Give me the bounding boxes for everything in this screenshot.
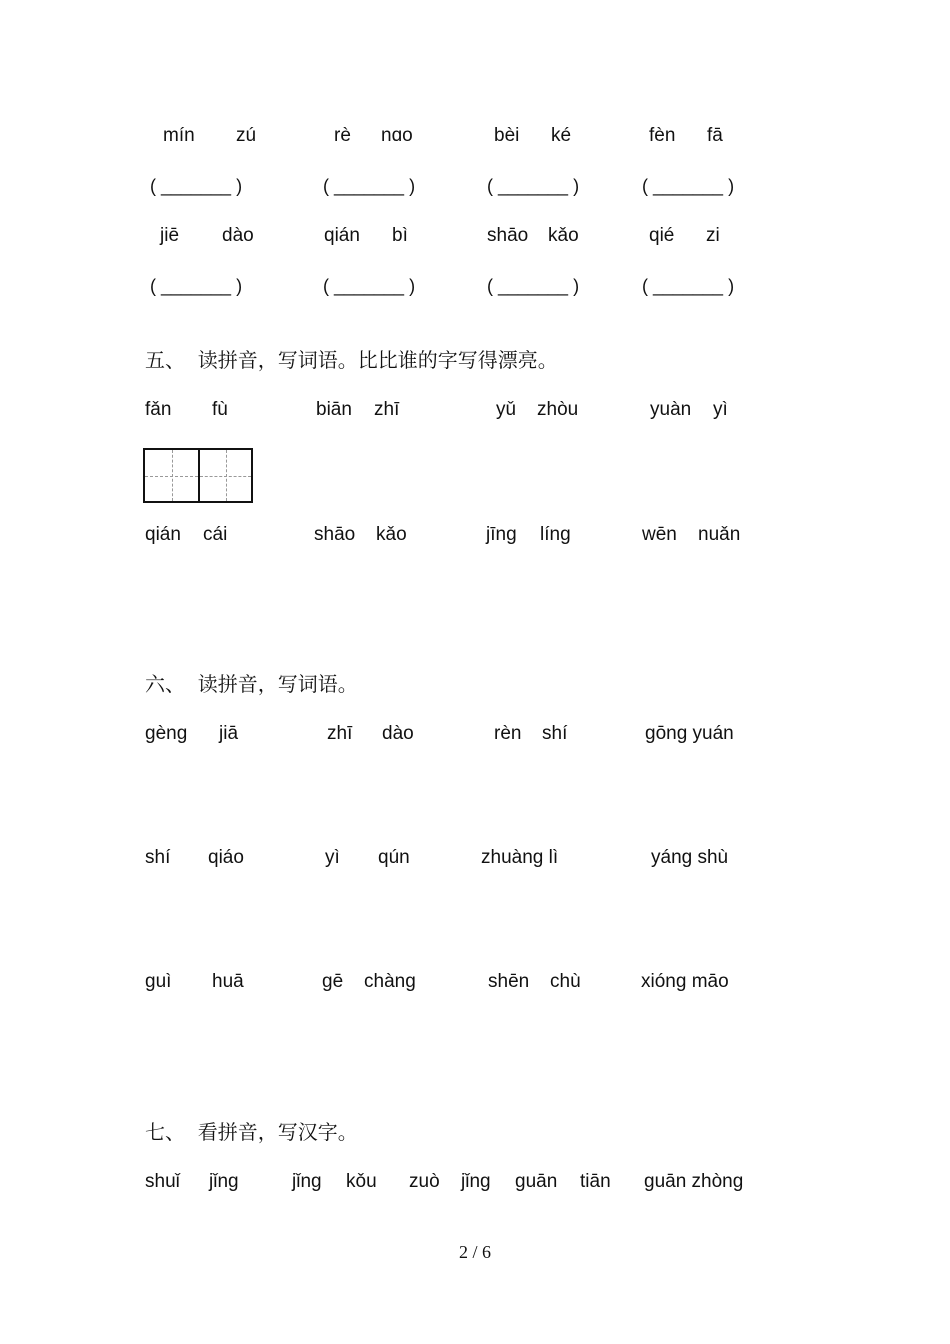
pinyin: chù — [550, 971, 581, 992]
pinyin: yáng shù — [651, 847, 729, 868]
answer-blank[interactable]: ( _______ ) — [150, 176, 243, 196]
writing-cell[interactable] — [198, 450, 251, 501]
pinyin: dào — [222, 225, 254, 246]
writing-cell[interactable] — [145, 450, 198, 501]
answer-blank[interactable]: ( _______ ) — [487, 176, 580, 196]
pinyin: jīng — [486, 524, 517, 545]
section-heading: 七、 看拼音，写汉字。 — [145, 1120, 358, 1144]
pinyin: guān — [515, 1171, 558, 1192]
answer-blank[interactable]: ( _______ ) — [323, 276, 416, 296]
pinyin: wēn — [642, 524, 677, 545]
pinyin: zhuàng lì — [481, 847, 559, 868]
pinyin: mín — [163, 125, 195, 146]
section-heading: 六、 读拼音，写词语。 — [145, 672, 358, 696]
pinyin: gōng yuán — [645, 723, 734, 744]
pinyin: kǎo — [376, 524, 407, 545]
pinyin: yì — [713, 399, 728, 420]
pinyin: shuǐ — [145, 1171, 180, 1192]
pinyin: gē — [322, 971, 344, 992]
pinyin: ké — [551, 125, 572, 146]
pinyin: tiān — [580, 1171, 611, 1192]
pinyin: qián — [145, 524, 181, 545]
pinyin: yì — [325, 847, 340, 868]
pinyin: shāo — [314, 524, 356, 545]
pinyin: jǐng — [461, 1171, 491, 1192]
pinyin: nuǎn — [698, 524, 741, 545]
pinyin: qián — [324, 225, 360, 246]
pinyin: shí — [145, 847, 171, 868]
pinyin: rèn — [494, 723, 522, 744]
pinyin: fā — [707, 125, 723, 146]
writing-grid[interactable] — [143, 448, 253, 503]
pinyin: huā — [212, 971, 244, 992]
pinyin: gèng — [145, 723, 188, 744]
pinyin: zi — [706, 225, 720, 246]
pinyin: fǎn — [145, 399, 172, 420]
pinyin: bì — [392, 225, 408, 246]
pinyin: shēn — [488, 971, 530, 992]
answer-blank[interactable]: ( _______ ) — [642, 276, 735, 296]
pinyin: qié — [649, 225, 675, 246]
pinyin: dào — [382, 723, 414, 744]
pinyin: jiā — [219, 723, 239, 744]
pinyin: zuò — [409, 1171, 440, 1192]
answer-blank[interactable]: ( _______ ) — [642, 176, 735, 196]
pinyin: jǐng — [209, 1171, 239, 1192]
answer-blank[interactable]: ( _______ ) — [487, 276, 580, 296]
pinyin: chàng — [364, 971, 416, 992]
pinyin: qiáo — [208, 847, 244, 868]
pinyin: zhī — [327, 723, 353, 744]
pinyin: yǔ — [496, 399, 517, 420]
pinyin: jiē — [160, 225, 180, 246]
answer-blank[interactable]: ( _______ ) — [150, 276, 243, 296]
pinyin: shí — [542, 723, 568, 744]
pinyin: qún — [378, 847, 410, 868]
pinyin: zú — [236, 125, 257, 146]
pinyin: fèn — [649, 125, 676, 146]
pinyin: jǐng — [292, 1171, 322, 1192]
pinyin: nɑo — [381, 125, 413, 146]
pinyin: zhī — [374, 399, 400, 420]
pinyin: kǒu — [346, 1171, 377, 1192]
section-heading: 五、 读拼音，写词语。比比谁的字写得漂亮。 — [145, 348, 558, 372]
pinyin: biān — [316, 399, 352, 420]
pinyin: guān zhòng — [644, 1171, 744, 1192]
page-number: 2 / 6 — [458, 1242, 491, 1262]
pinyin: shāo — [487, 225, 529, 246]
pinyin: guì — [145, 971, 172, 992]
answer-blank[interactable]: ( _______ ) — [323, 176, 416, 196]
pinyin: kǎo — [548, 225, 579, 246]
pinyin: cái — [203, 524, 228, 545]
pinyin: yuàn — [650, 399, 692, 420]
pinyin: xióng māo — [641, 971, 729, 992]
pinyin: rè — [334, 125, 351, 146]
pinyin: líng — [540, 524, 571, 545]
pinyin: fù — [212, 399, 228, 420]
pinyin: bèi — [494, 125, 520, 146]
pinyin: zhòu — [537, 399, 579, 420]
